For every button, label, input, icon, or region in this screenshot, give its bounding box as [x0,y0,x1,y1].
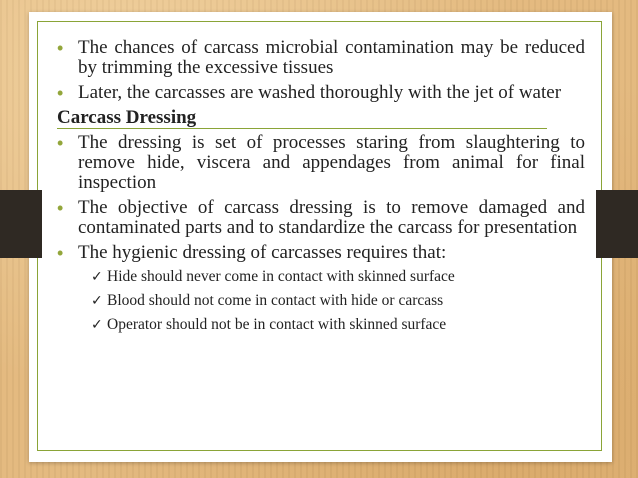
check-item [91,292,585,310]
check-item [91,316,585,334]
check-text: Blood should not come in contact with hide or carcass [107,292,444,309]
check-item [91,268,585,286]
bullet-text: The objective of carcass dressing is to remove damaged and contaminated parts and to standardize the carcass for presentation [78,197,585,238]
checkmark-icon: ✓ [91,293,103,309]
bullet-icon: • [57,83,64,103]
section-heading: Carcass Dressing [57,108,547,129]
bullet-item [57,133,585,193]
bullet-text: The chances of carcass microbial contamination may be reduced by trimming the excessive tissues [78,37,585,78]
check-text: Hide should never come in contact with skinned surface [107,268,455,285]
bullet-item [57,243,585,263]
right-dark-tab [596,190,638,258]
bullet-icon: • [57,198,64,218]
bullet-item [57,38,585,78]
checkmark-icon: ✓ [91,269,103,285]
bullet-icon: • [57,133,64,153]
bullet-item [57,83,585,103]
bullet-item [57,198,585,238]
bullet-text: Later, the carcasses are washed thoroughly with the jet of water [78,82,562,103]
slide-content [57,38,585,340]
bullet-icon: • [57,243,64,263]
checkmark-icon: ✓ [91,317,103,333]
check-text: Operator should not be in contact with skinned surface [107,316,447,333]
bullet-text: The hygienic dressing of carcasses requires that: [78,242,447,263]
bullet-text: The dressing is set of processes staring from slaughtering to remove hide, viscera and appendages from animal for final inspection [78,132,585,193]
bullet-icon: • [57,38,64,58]
left-dark-tab [0,190,42,258]
